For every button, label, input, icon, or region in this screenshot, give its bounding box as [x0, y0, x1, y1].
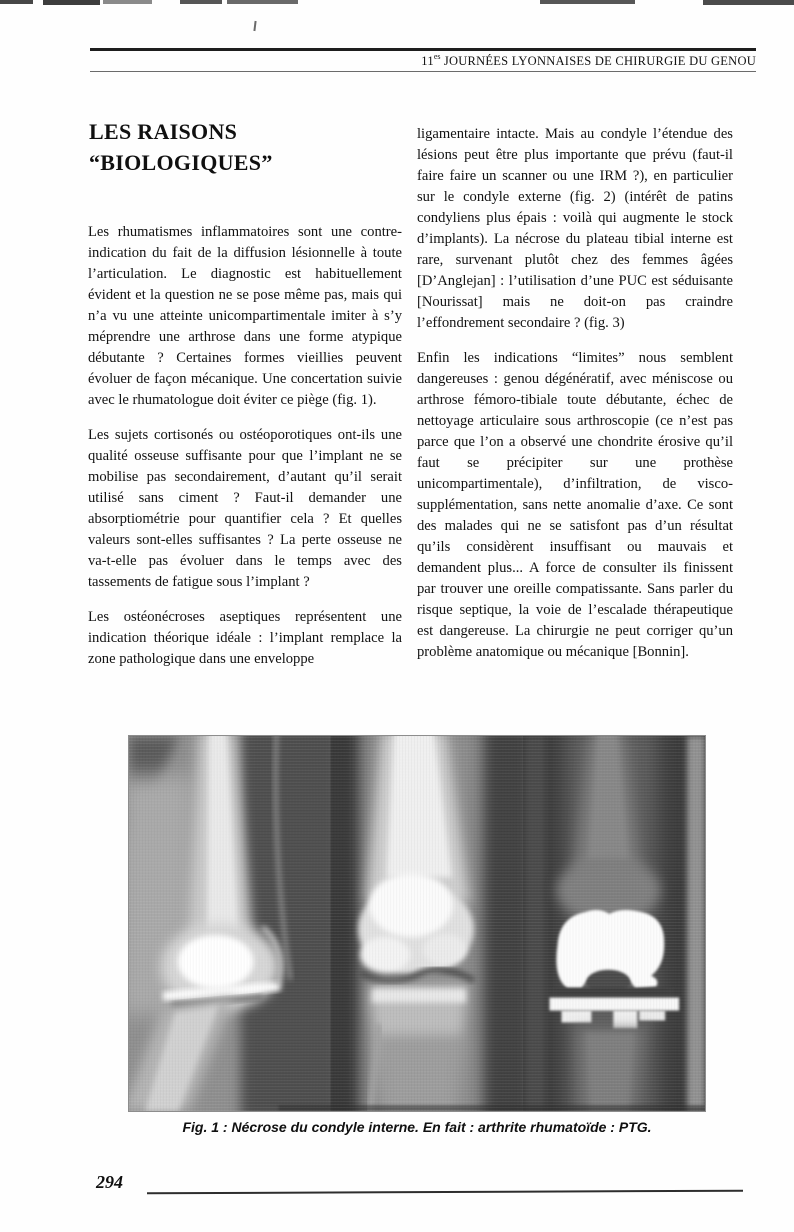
right-text-column: [417, 124, 733, 677]
title-line-2: “BIOLOGIQUES”: [89, 150, 273, 175]
knee-xray-image: [129, 736, 705, 1111]
paragraph: Les rhumatismes inflammatoires sont une contre-indication du fait de la diffusion lésionnelle à toute l’articulation. Le diagnostic est habituellement évident et la question ne se pose même pas, mais qui n’a vu une atteinte unicompartimentale imiter à s’y méprendre une arthrose dans une forme atypique débutante ? Certaines formes vieillies peuvent évoluer de façon mécanique. Une concertation suivie avec le rhumatologue doit éviter ce piège (fig. 1).: [88, 224, 402, 408]
edition-number: 11: [421, 54, 434, 68]
paragraph: ligamentaire intacte. Mais au condyle l’étendue des lésions peut être plus importante que prévu (faut-il faire faire un scanner ou une IRM ?), en particulier sur le condyle externe (fig. 2) (intérêt de patins condyliens plus épais : voilà qui augmente le stock d’implants). La nécrose du plateau tibial interne est rare, survenant plutôt chez des femmes âgées [D’Anglejan] : l’utilisation d’une PUC est séduisante [Nourissat] mais ne doit-on pas craindre l’effondrement secondaire ? (fig. 3): [417, 126, 733, 331]
scan-artifact: [703, 0, 794, 5]
figure-1-xray: [128, 735, 706, 1112]
figure-caption: Fig. 1 : Nécrose du condyle interne. En fait : arthrite rhumatoïde : PTG.: [182, 1119, 652, 1135]
scan-artifact: [43, 0, 100, 5]
left-text-column: [88, 222, 402, 684]
paragraph: Les sujets cortisonés ou ostéoporotiques ont-ils une qualité osseuse suffisante pour que l’implant ne se mobilise pas secondairement, d’autant qu’il serait utilisé sans ciment ? Faut-il demander une absorptiométrie pour quantifier cela ? Et quelles valeurs sont-elles suffisantes ? La perte osseuse ne va-t-elle pas évoluer dans le temps avec des tassements de fatigue sous l’implant ?: [88, 427, 402, 590]
header-rule-top: [90, 48, 756, 51]
scan-artifact: [103, 0, 152, 4]
scan-artifact: [540, 0, 635, 4]
page-title: [89, 116, 409, 178]
scan-speck: [253, 21, 256, 31]
scan-artifact: [227, 0, 298, 4]
title-line-1: LES RAISONS: [89, 119, 238, 144]
header-rule-bottom: [90, 71, 756, 72]
running-head: [90, 52, 756, 69]
footer-rule: [147, 1190, 743, 1195]
scan-artifact: [180, 0, 222, 4]
journal-title: JOURNÉES LYONNAISES DE CHIRURGIE DU GENOU: [440, 54, 756, 68]
paragraph: Les ostéonécroses aseptiques représentent une indication théorique idéale : l’implant remplace la zone pathologique dans une enveloppe: [88, 609, 402, 667]
page-number: 294: [96, 1172, 123, 1192]
edition-superscript: es: [433, 52, 441, 61]
scan-artifact: [0, 0, 33, 4]
paragraph: Enfin les indications “limites” nous semblent dangereuses : genou dégénératif, avec méniscose ou arthrose fémoro-tibiale toute débutante, échec de nettoyage articulaire sous arthroscopie (ce n’est pas parce que l’on a observé une chondrite érosive qu’il faut se précipiter sur une prothèse unicompartimentale), d’infiltration, de visco-supplémentation, sans nette anomalie d’axe. Ce sont des malades qui ne se satisfont pas d’un résultat qu’ils considèrent insuffisant ou mauvais et demandent plus... A force de consulter ils finissent par trouver une oreille compatissante. Sans parler du risque septique, la voie de l’escalade thérapeutique est dangereuse. La chirurgie ne peut corriger qu’un problème anatomique ou mécanique [Bonnin].: [417, 350, 733, 660]
